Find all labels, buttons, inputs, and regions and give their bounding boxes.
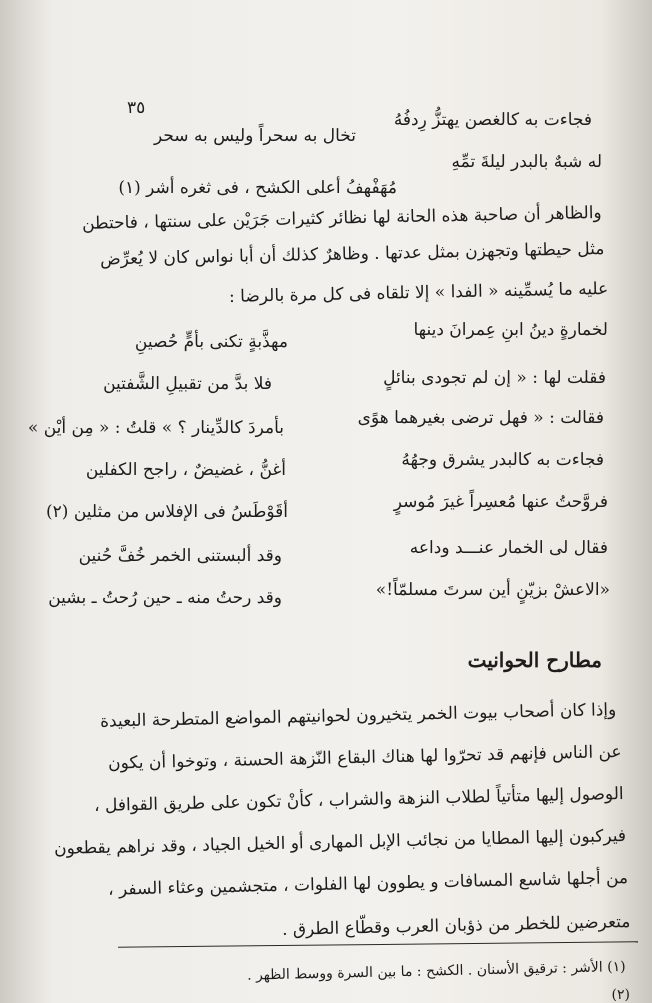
poem-line-1-left: مهذَّبةٍ تكنى بأمٍّ حُصينِ: [134, 332, 288, 352]
top-verse-1-left: تخال به سحراً وليس به سحر: [153, 126, 356, 146]
prose-top-line-2: مثل حيطتها وتجهزن بمثل عدتها . وظاهرٌ كذلك أن أبا نواس كان لا يُعرِّض: [99, 239, 605, 270]
top-verse-1-right: فجاءت به كالغصن يهتزُّ رِدفُهُ: [393, 110, 592, 130]
section-heading: مطارح الحوانيت: [467, 648, 602, 672]
top-verse-2-left: مُهَفْهفُ أعلى الكشح ، فى ثغره أشر (١): [118, 178, 397, 198]
poem-line-2-left: فلا بدَّ من تقبيلِ الشَّفتين: [103, 374, 272, 394]
poem-line-1-right: لخمارةٍ دينُ ابنِ عِمرانَ دينها: [413, 320, 608, 340]
poem-line-4-right: فجاءت به كالبدر يشرق وجهُهُ: [401, 450, 604, 470]
poem-line-6-right: فقال لى الخمار عنـــد وداعه: [409, 538, 608, 558]
poem-line-3-left: بأمردَ كالدِّينار ؟ » قلتُ : « مِن أيْن »: [27, 418, 284, 438]
footnote-2: (٢): [611, 987, 630, 1003]
page-number: ٣٥: [127, 98, 146, 118]
prose-bottom-line-2: عن الناس فإنهم قد تحرّوا لها هناك البقاع النّزهة الحسنة ، وتوخوا أن يكون: [108, 742, 623, 774]
poem-line-5-left: أقَوْطَسُ فى الإفلاس من مثلين (٢): [46, 502, 288, 522]
prose-bottom-line-4: فيركبون إليها المطايا من نجائب الإبل المهارى أو الخيل الجياد ، وقد نراهم يقطعون: [53, 826, 627, 859]
prose-bottom-line-6: متعرضين للخطر من ذؤبان العرب وقطّاع الطرق .: [281, 912, 631, 940]
prose-top-line-1: والظاهر أن صاحبة هذه الحانة لها نظائر كثيرات جَرَيْن على سنتها ، فاحتطن: [82, 203, 603, 234]
footnote-1: (١) الأشر : ترقيق الأسنان . الكشح : ما بين السرة ووسط الظهر .: [247, 959, 627, 984]
poem-line-7-right: «الاعشْ بزيّنٍ أين سرتَ مسلمّاً!»: [375, 580, 610, 600]
poem-line-6-left: وقد ألبستنى الخمر خُفَّ حُنين: [78, 546, 282, 566]
poem-line-7-left: وقد رحتُ منه ـ حين رُحتُ ـ بشين: [48, 588, 282, 608]
poem-line-3-right: فقالت : « فهل ترضى بغيرهما هوًى: [357, 408, 604, 428]
prose-top-line-3: عليه ما يُسمِّينه « الفدا » إلا تلقاه فى كل مرة بالرضا :: [228, 279, 609, 307]
prose-bottom-line-5: من أجلها شاسع المسافات و يطوون لها الفلوات ، متجشمين وعثاء السفر ،: [107, 868, 629, 900]
top-verse-2-right: له شبهٌ بالبدر ليلةَ تمِّهِ: [451, 152, 602, 172]
prose-bottom-line-1: وإذا كان أصحاب بيوت الخمر يتخيرون لحوانيتهم المواضع المتطرحة البعيدة: [99, 700, 617, 732]
poem-line-5-right: فروَّحتُ عنها مُعسِراً غيرَ مُوسرٍ: [393, 492, 608, 512]
prose-bottom-line-3: الوصول إليها متأتياً لطلاب النزهة والشراب ، كأنْ تكون على طريق القوافل ،: [94, 784, 625, 817]
footnote-rule: [118, 941, 638, 947]
poem-line-4-left: أغنُّ ، غضيضٌ ، راجح الكفلين: [85, 460, 286, 480]
poem-line-2-right: فقلت لها : « إن لم تجودى بنائلٍ: [383, 368, 606, 388]
